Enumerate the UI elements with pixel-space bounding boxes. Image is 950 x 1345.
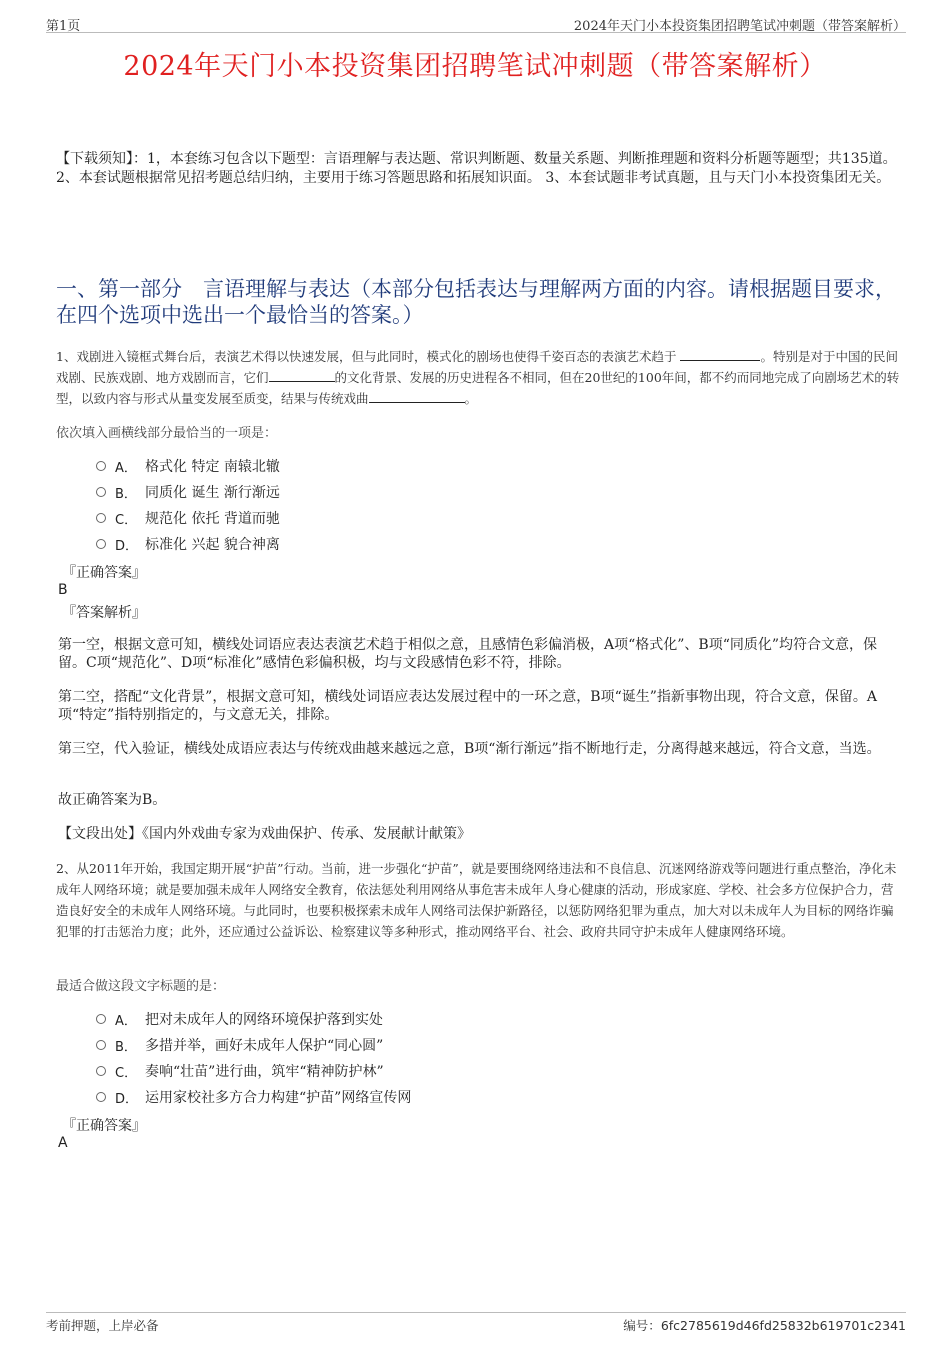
footer-slogan: 考前押题，上岸必备 — [46, 1318, 159, 1333]
download-notice: 【下载须知】：1，本套练习包含以下题型：言语理解与表达题、常识判断题、数量关系题、判断推理题和资料分析题等题型；共135道。 2、本套试题根据常见招考题总结归纳，主要用于练习答题思路和拓展知识面。 3、本套试题非考试真题，且与天门小本投资集团无关。 — [56, 151, 897, 186]
footer-code: 编号：6fc2785619d46fd25832b619701c2341 — [623, 1318, 906, 1333]
q1-text-part3: 的文化背景、发展的历史进程各不相同，但在20世纪的100年间，都不约而同地完成了向剧场艺术的转型，以致内容与形式从量变发展至质变，结果与传统戏曲 — [56, 370, 900, 406]
radio-icon[interactable] — [96, 1092, 106, 1102]
q1-analysis-conclusion: 故正确答案为B。 — [58, 792, 167, 808]
q2-option-b[interactable]: B． 多措并举，画好未成年人保护“同心圆” — [96, 1035, 383, 1055]
q1-analysis-label: 『答案解析』 — [62, 605, 146, 621]
q1-option-c[interactable]: C． 规范化 依托 背道而驰 — [96, 508, 280, 528]
q2-answer: A — [58, 1135, 68, 1151]
q1-analysis-1: 第一空，根据文意可知，横线处词语应表达表演艺术趋于相似之意，且感情色彩偏消极，A项“格式化”、B项“同质化”均符合文意，保留。C项“规范化”、D项“标准化”感情色彩偏积极，均与文段感情色彩不符，排除。 — [58, 637, 878, 671]
q2-option-c[interactable]: C． 奏响“壮苗”进行曲，筑牢“精神防护林” — [96, 1061, 384, 1081]
q1-blank-2 — [269, 368, 335, 382]
q2-prompt: 最适合做这段文字标题的是： — [56, 979, 226, 994]
radio-icon[interactable] — [96, 513, 106, 523]
q1-answer-label: 『正确答案』 — [62, 565, 146, 581]
page-footer — [46, 1312, 906, 1333]
document-title: 2024年天门小本投资集团招聘笔试冲刺题（带答案解析） — [123, 51, 827, 82]
q1-text-part4: 。 — [464, 391, 478, 406]
page-number: 第1页 — [46, 19, 81, 34]
q1-analysis-2: 第二空，搭配“文化背景”，根据文意可知，横线处词语应表达发展过程中的一环之意，B项“诞生”指新事物出现，符合文意，保留。A项“特定”指特别指定的，与文意无关，排除。 — [58, 689, 878, 723]
q1-option-d[interactable]: D． 标准化 兴起 貌合神离 — [96, 534, 280, 554]
header-doc-title: 2024年天门小本投资集团招聘笔试冲刺题（带答案解析） — [573, 19, 906, 34]
q1-option-a[interactable]: A． 格式化 特定 南辕北辙 — [96, 456, 280, 476]
radio-icon[interactable] — [96, 1014, 106, 1024]
radio-icon[interactable] — [96, 461, 106, 471]
q2-option-d[interactable]: D． 运用家校社多方合力构建“护苗”网络宣传网 — [96, 1087, 411, 1107]
q1-text-part2: 。特别是对于中国的民间戏剧、民族戏剧、地方戏剧而言，它们 — [56, 349, 898, 385]
q1-analysis-3: 第三空，代入验证，横线处成语应表达与传统戏曲越来越远之意，B项“渐行渐远”指不断地行走，分离得越来越远，符合文意，当选。 — [58, 741, 881, 757]
section-title: 一、第一部分 言语理解与表达（本部分包括表达与理解两方面的内容。请根据题目要求，在四个选项中选出一个最恰当的答案。） — [56, 277, 896, 327]
page-header — [46, 14, 906, 33]
q2-answer-label: 『正确答案』 — [62, 1118, 146, 1134]
radio-icon[interactable] — [96, 539, 106, 549]
q1-blank-3 — [369, 389, 465, 403]
question-2-text: 2、从2011年开始，我国定期开展“护苗”行动。当前，进一步强化“护苗”，就是要围绕网络违法和不良信息、沉迷网络游戏等问题进行重点整治，净化未成年人网络环境；就是要加强未成年人网络安全教育，依法惩处利用网络从事危害未成年人身心健康的活动，形成家庭、学校、社会多方位保护合力，营造良好安全的未成年人网络环境。与此同时，也要积极探索未成年人网络司法保护新路径，以惩防网络犯罪为重点，加大对以未成年人为目标的网络诈骗犯罪的打击惩治力度；此外，还应通过公益诉讼、检察建议等多种形式，推动网络平台、社会、政府共同守护未成年人健康网络环境。 — [56, 861, 897, 939]
q2-option-a[interactable]: A． 把对未成年人的网络环境保护落到实处 — [96, 1009, 383, 1029]
q1-source: 【文段出处】《国内外戏曲专家为戏曲保护、传承、发展献计献策》 — [58, 826, 471, 842]
q1-prompt: 依次填入画横线部分最恰当的一项是： — [56, 426, 278, 441]
radio-icon[interactable] — [96, 487, 106, 497]
radio-icon[interactable] — [96, 1066, 106, 1076]
q1-option-b[interactable]: B． 同质化 诞生 渐行渐远 — [96, 482, 280, 502]
q1-answer: B — [58, 582, 68, 598]
question-1-text — [56, 346, 900, 409]
q1-blank-1 — [680, 347, 760, 361]
q1-text-part1: 1、戏剧进入镜框式舞台后，表演艺术得以快速发展，但与此同时，模式化的剧场也使得千姿百态的表演艺术趋于 — [56, 349, 677, 364]
radio-icon[interactable] — [96, 1040, 106, 1050]
